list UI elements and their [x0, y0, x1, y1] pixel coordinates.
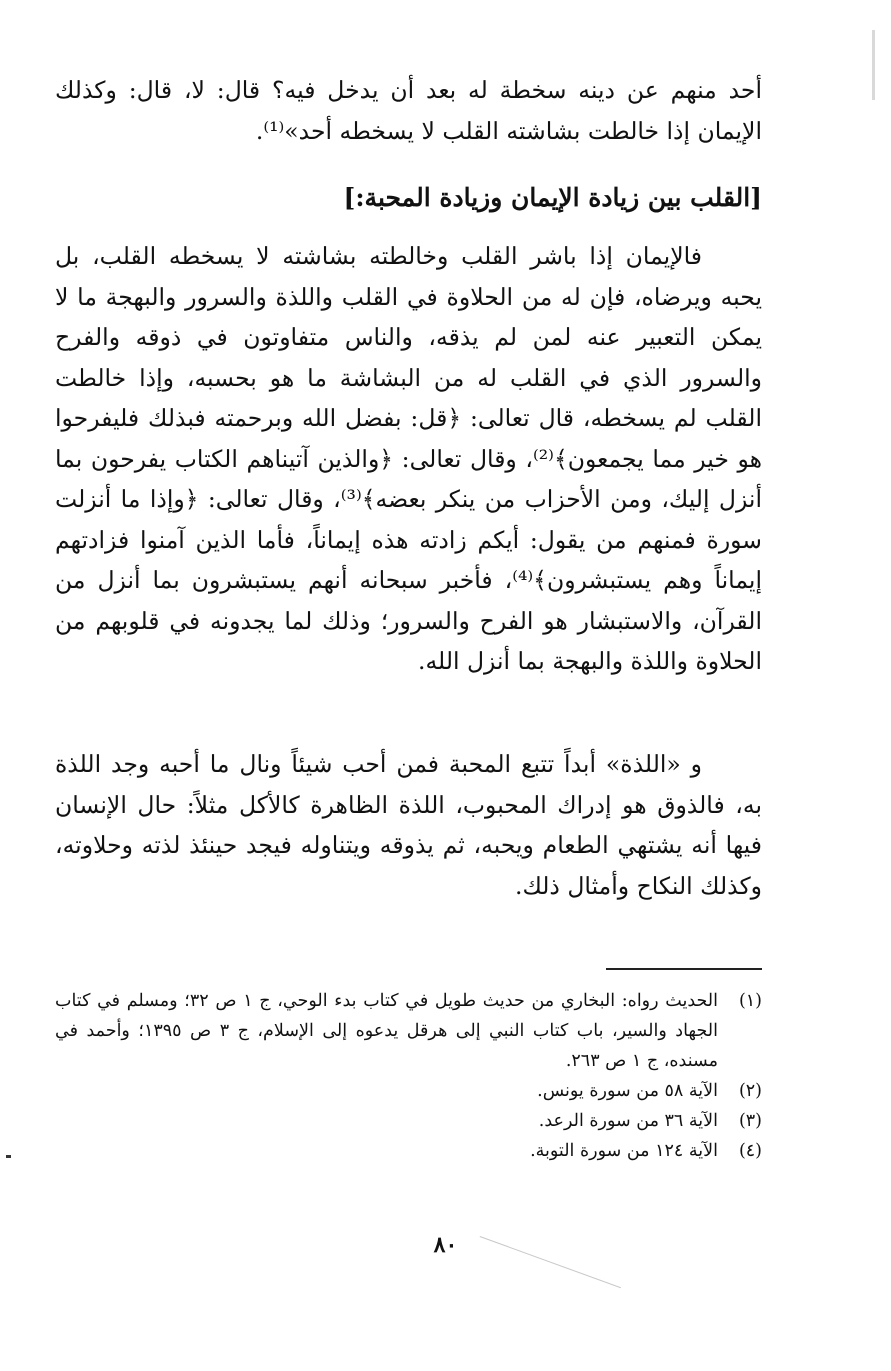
- section-heading: [القلب بين زيادة الإيمان وزيادة المحبة:]: [343, 183, 762, 212]
- footnote-text: الآية ٥٨ من سورة يونس.: [537, 1081, 718, 1101]
- footnote-text: الآية ١٢٤ من سورة التوبة.: [530, 1141, 718, 1161]
- footnote-separator: [606, 968, 762, 970]
- footnote-number: (٤): [738, 1141, 762, 1161]
- footnote-item: [55, 1106, 762, 1136]
- footnote-item: [55, 1076, 762, 1106]
- footnote-item: [55, 1136, 762, 1166]
- opening-paragraph: أحد منهم عن دينه سخطة له بعد أن يدخل فيه؟ قال: لا، قال: وكذلك الإيمان إذا خالطت بشاشته القلب لا يسخطه أحد»⁽¹⁾.: [55, 76, 762, 145]
- page-number: ٨٠: [433, 1232, 458, 1258]
- footnote-text: الحديث رواه: البخاري من حديث طويل في كتاب بدء الوحي، ج ١ ص ٣٢؛ ومسلم في كتاب الجهاد والسير، باب كتاب النبي إلى هرقل يدعوه إلى الإسلام، ج ٣ ص ١٣٩٥؛ وأحمد في مسنده، ج ١ ص ٢٦٣.: [55, 991, 718, 1071]
- footnote-item: [55, 986, 762, 1076]
- footnotes-list: [55, 986, 762, 1166]
- body-paragraph-2: و «اللذة» أبداً تتبع المحبة فمن أحب شيئاً ونال ما أحبه وجد اللذة به، فالذوق هو إدراك المحبوب، اللذة الظاهرة كالأكل مثلاً: حال الإنسان فيها أنه يشتهي الطعام ويحبه، ثم يذوقه ويتناوله فيجد حينئذ لذته وحلاوته، وكذلك النكاح وأمثال ذلك.: [55, 750, 762, 900]
- footnote-text: الآية ٣٦ من سورة الرعد.: [538, 1111, 718, 1131]
- scan-edge-dot: [6, 1155, 11, 1158]
- scan-edge-mark: [872, 30, 875, 100]
- footnote-number: (٣): [738, 1111, 762, 1131]
- footnote-number: (٢): [738, 1081, 762, 1101]
- body-paragraph-1: فالإيمان إذا باشر القلب وخالطته بشاشته لا يسخطه القلب، بل يحبه ويرضاه، فإن له من الحلاوة في القلب واللذة والسرور والبهجة ما لا يمكن التعبير عنه لمن لم يذقه، والناس متفاوتون في ذوقه والفرح والسرور الذي في القلب له من البشاشة ما هو بحسبه، وإذا خالطت القلب لم يسخطه، قال تعالى: ﴿قل: بفضل الله وبرحمته فبذلك فليفرحوا هو خير مما يجمعون﴾⁽²⁾، وقال تعالى: ﴿والذين آتيناهم الكتاب يفرحون بما أنزل إليك، ومن الأحزاب من ينكر بعضه﴾⁽³⁾، وقال تعالى: ﴿وإذا ما أنزلت سورة فمنهم من يقول: أيكم زادته هذه إيماناً، فأما الذين آمنوا فزادتهم إيماناً وهم يستبشرون﴾⁽⁴⁾، فأخبر سبحانه أنهم يستبشرون بما أنزل من القرآن، والاستبشار هو الفرح والسرور؛ وذلك لما يجدونه في قلوبهم من الحلاوة واللذة والبهجة بما أنزل الله.: [55, 242, 763, 675]
- footnote-number: (١): [738, 991, 762, 1011]
